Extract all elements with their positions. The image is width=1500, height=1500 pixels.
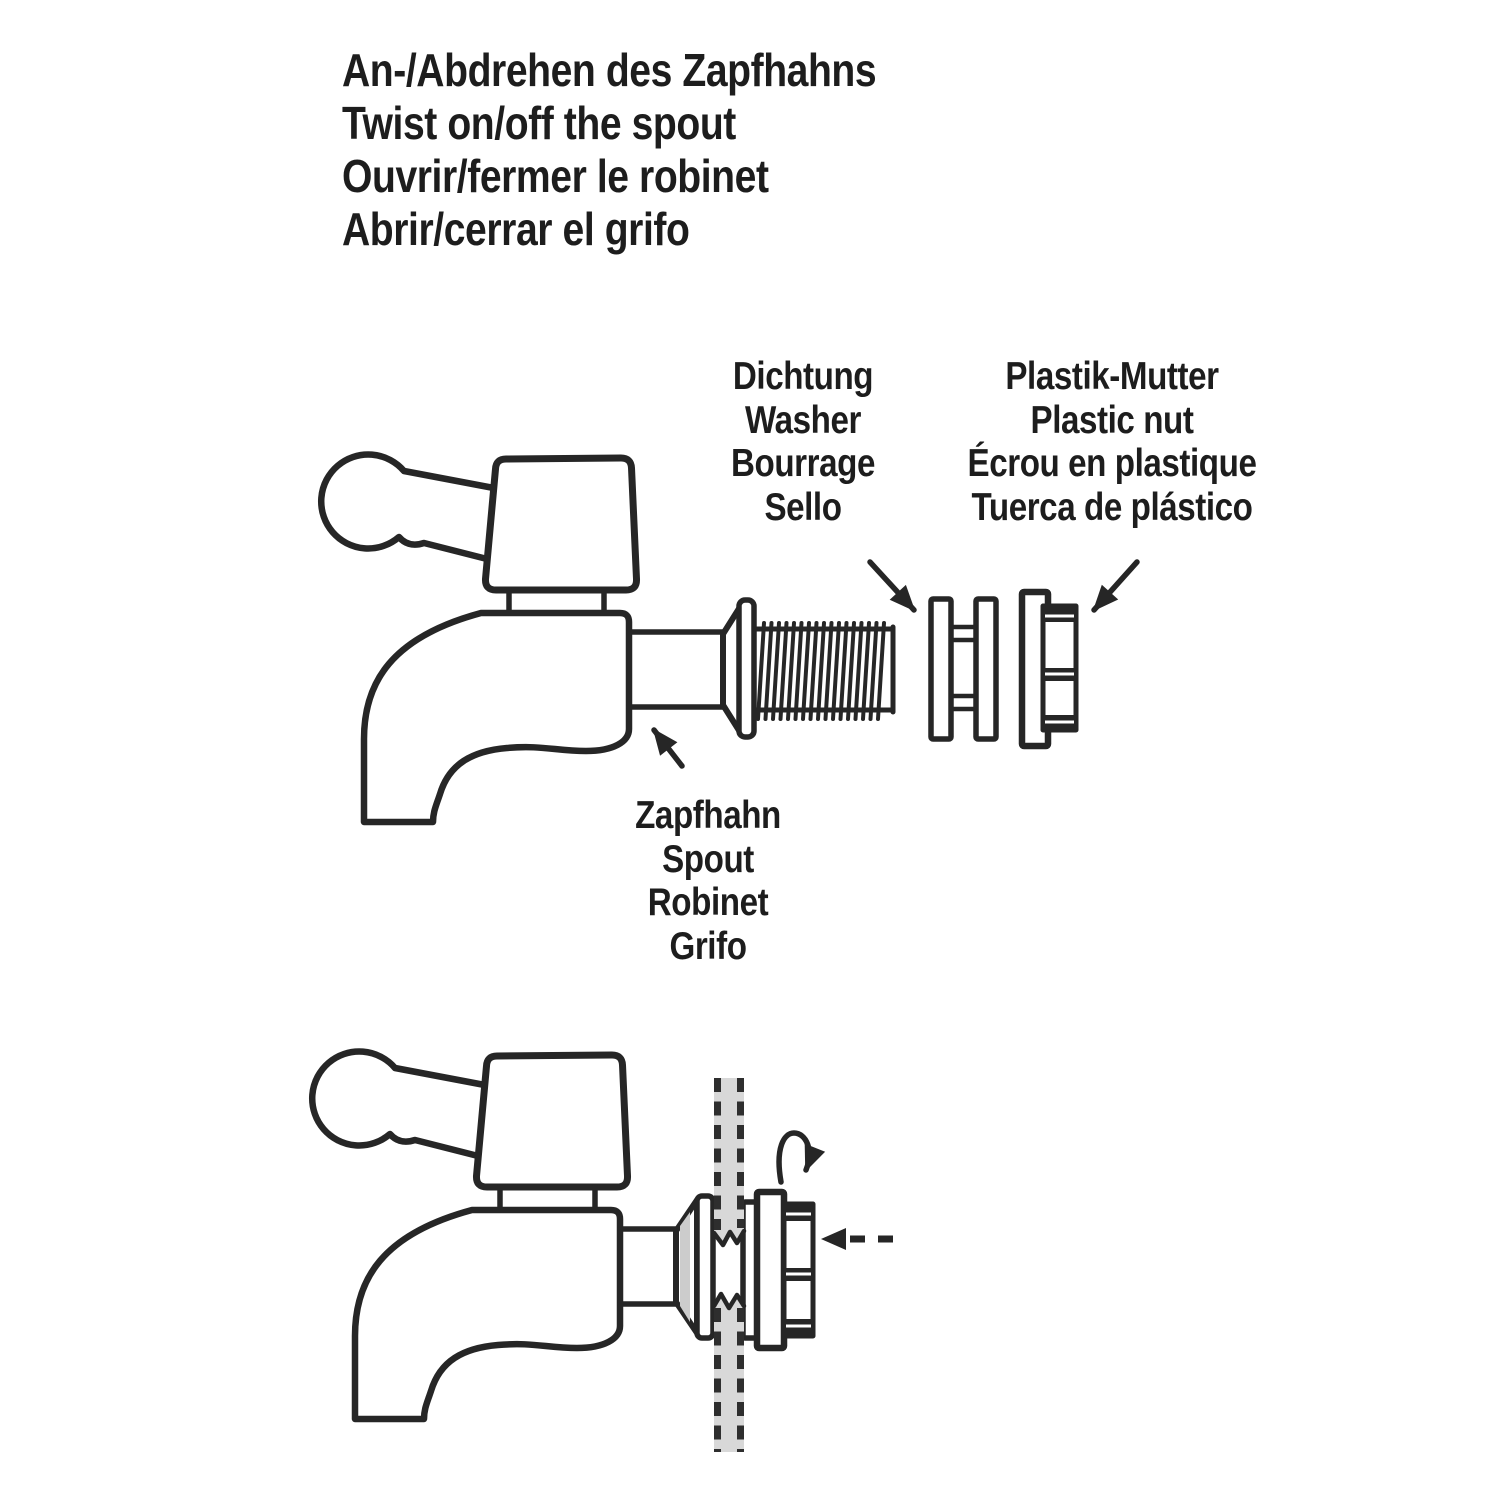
callout-line: Bourrage <box>731 442 875 485</box>
spout-stub <box>629 632 723 707</box>
callout-line: Spout <box>662 837 754 881</box>
title-line: Abrir/cerrar el grifo <box>342 203 690 255</box>
callout-line: Robinet <box>647 881 769 924</box>
callout-line: Sello <box>764 485 842 529</box>
spout-flange <box>723 600 754 737</box>
spout-drawing <box>321 454 636 822</box>
spout-stub-assembled <box>620 1229 678 1304</box>
callout-line: Écrou en plastique <box>967 442 1257 485</box>
plastic-nut-assembled <box>757 1192 813 1348</box>
spout-flange-assembled <box>676 1196 713 1338</box>
title-line: An-/Abdrehen des Zapfhahns <box>342 44 877 96</box>
thread-lines <box>758 623 884 719</box>
callout-line: Dichtung <box>732 355 874 398</box>
plastic-nut-callout <box>942 355 1282 529</box>
callout-line: Plastic nut <box>1030 398 1194 442</box>
rotate-arrow-icon <box>779 1133 809 1182</box>
callout-line: Tuerca de plástico <box>971 485 1253 529</box>
title-block <box>342 44 876 256</box>
push-direction-arrow-icon <box>821 1228 897 1250</box>
callout-line: Zapfhahn <box>635 794 781 837</box>
threaded-pipe <box>754 623 893 719</box>
assembled-view <box>312 1051 897 1452</box>
title-line: Ouvrir/fermer le robinet <box>342 150 769 202</box>
callout-line: Washer <box>745 398 861 442</box>
plastic-nut-part <box>1022 592 1076 746</box>
spout-arrow-icon <box>654 730 682 766</box>
washer-part <box>931 599 996 739</box>
spout-callout <box>581 794 836 968</box>
spout-drawing-assembled <box>312 1051 627 1419</box>
callout-line: Grifo <box>669 924 747 968</box>
nut-arrow-icon <box>1094 562 1137 610</box>
title-line: Twist on/off the spout <box>342 97 736 149</box>
container-wall <box>714 1078 744 1452</box>
callout-line: Plastik-Mutter <box>1005 355 1219 398</box>
washer-arrow-icon <box>870 562 914 610</box>
washer-callout <box>676 355 931 529</box>
